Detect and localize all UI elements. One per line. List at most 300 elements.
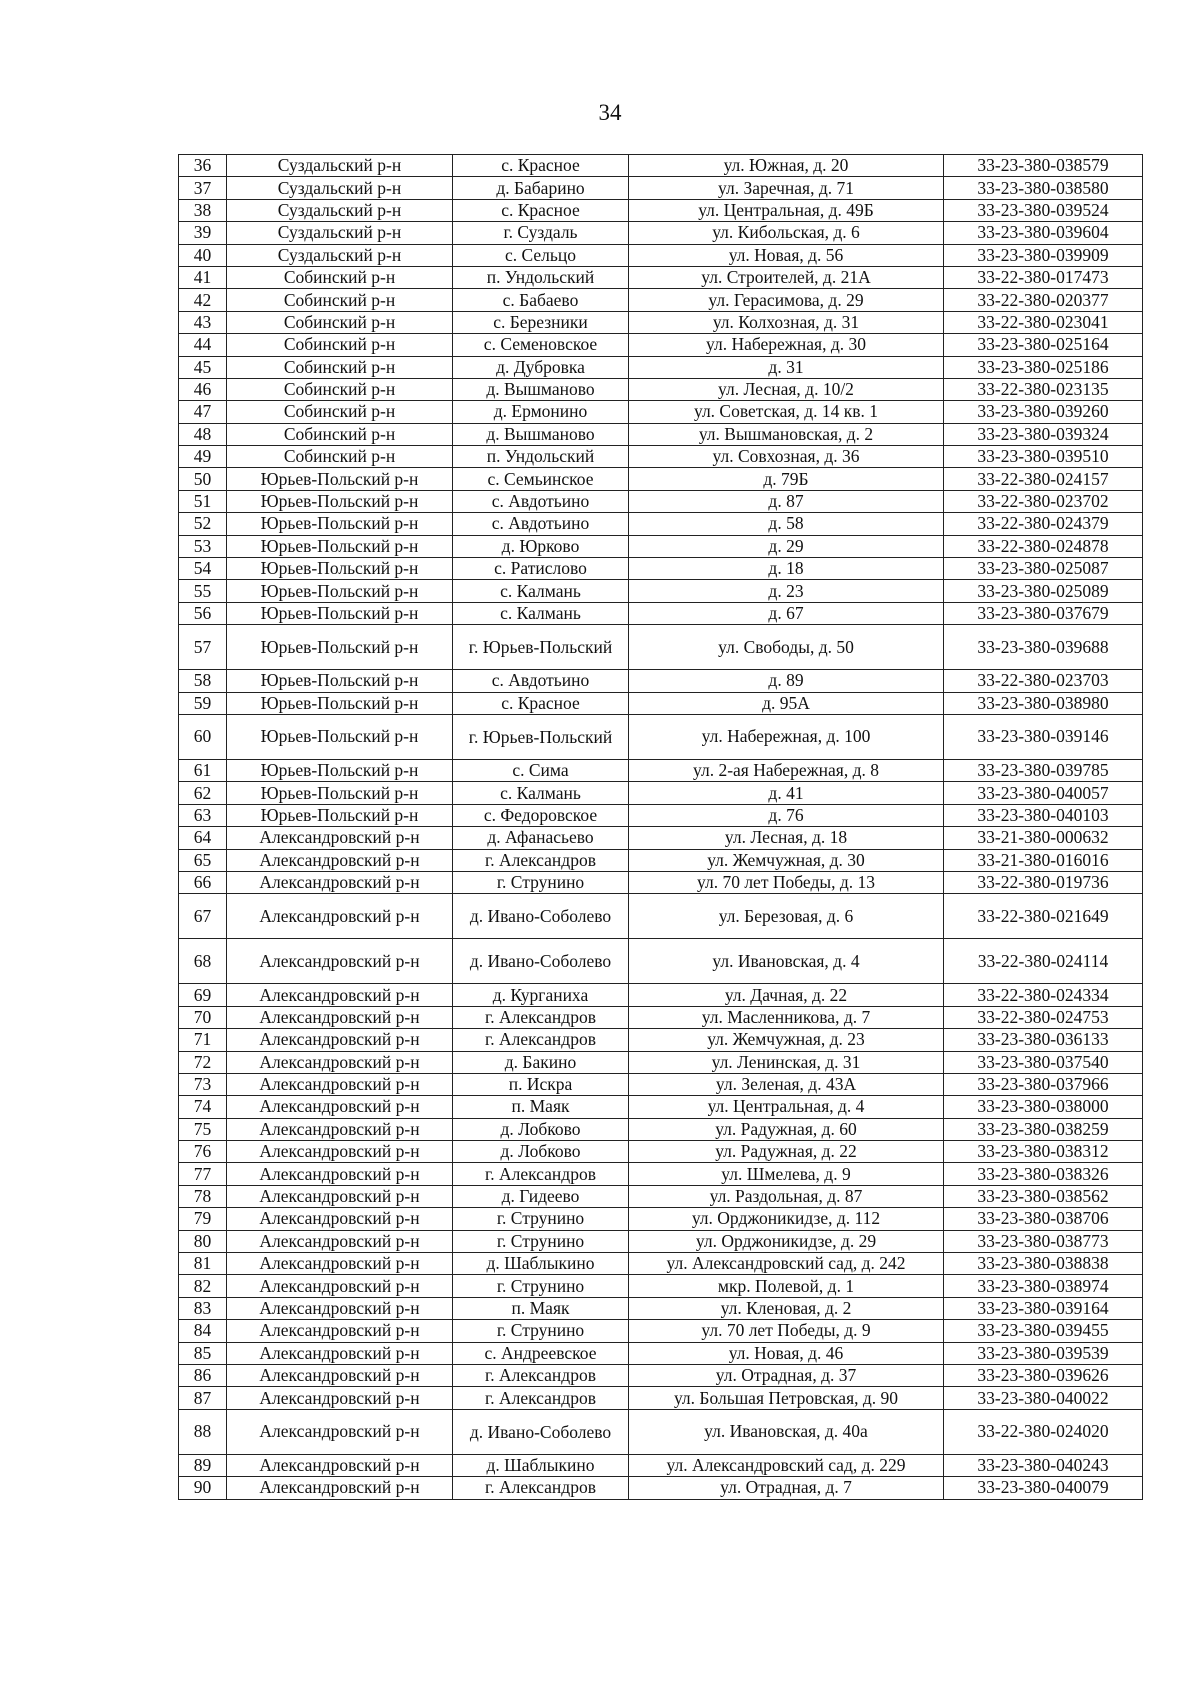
locality-cell: с. Авдотьино [453, 490, 629, 512]
locality-cell: г. Юрьев-Польский [453, 714, 629, 759]
locality-cell: д. Бабарино [453, 177, 629, 199]
table-row [179, 356, 1143, 378]
row-number-cell: 72 [179, 1051, 227, 1073]
row-number-cell: 52 [179, 513, 227, 535]
cadastral-code-cell: 33-23-380-040079 [944, 1477, 1143, 1499]
table-row [179, 580, 1143, 602]
cadastral-code-cell: 33-22-380-024020 [944, 1409, 1143, 1454]
row-number-cell: 66 [179, 871, 227, 893]
table-row [179, 468, 1143, 490]
district-cell: Юрьев-Польский р-н [227, 558, 453, 580]
row-number-cell: 50 [179, 468, 227, 490]
page-number: 34 [598, 100, 622, 125]
district-cell: Юрьев-Польский р-н [227, 535, 453, 557]
locality-cell: д. Ивано-Соболево [453, 1409, 629, 1454]
street-address-cell: д. 76 [629, 804, 944, 826]
locality-cell: д. Шаблыкино [453, 1454, 629, 1476]
cadastral-code-cell: 33-23-380-025164 [944, 334, 1143, 356]
street-address-cell: д. 89 [629, 670, 944, 692]
row-number-cell: 70 [179, 1006, 227, 1028]
street-address-cell: ул. Герасимова, д. 29 [629, 289, 944, 311]
table-row [179, 625, 1143, 670]
table-row [179, 1297, 1143, 1319]
table-row [179, 1342, 1143, 1364]
row-number-cell: 67 [179, 894, 227, 939]
locality-cell: г. Суздаль [453, 222, 629, 244]
district-cell: Юрьев-Польский р-н [227, 625, 453, 670]
street-address-cell: д. 67 [629, 602, 944, 624]
street-address-cell: ул. Набережная, д. 30 [629, 334, 944, 356]
street-address-cell: ул. Новая, д. 56 [629, 244, 944, 266]
district-cell: Александровский р-н [227, 871, 453, 893]
locality-cell: с. Ратислово [453, 558, 629, 580]
district-cell: Юрьев-Польский р-н [227, 692, 453, 714]
cadastral-code-cell: 33-23-380-039510 [944, 446, 1143, 468]
district-cell: Юрьев-Польский р-н [227, 759, 453, 781]
locality-cell: г. Александров [453, 849, 629, 871]
district-cell: Александровский р-н [227, 1073, 453, 1095]
locality-cell: г. Юрьев-Польский [453, 625, 629, 670]
row-number-cell: 60 [179, 714, 227, 759]
table-row [179, 1409, 1143, 1454]
district-cell: Александровский р-н [227, 1185, 453, 1207]
cadastral-code-cell: 33-23-380-038838 [944, 1253, 1143, 1275]
locality-cell: г. Струнино [453, 1320, 629, 1342]
street-address-cell: ул. Радужная, д. 22 [629, 1141, 944, 1163]
district-cell: Александровский р-н [227, 1297, 453, 1319]
cadastral-code-cell: 33-23-380-040022 [944, 1387, 1143, 1409]
district-cell: Юрьев-Польский р-н [227, 490, 453, 512]
street-address-cell: ул. Отрадная, д. 7 [629, 1477, 944, 1499]
district-cell: Собинский р-н [227, 289, 453, 311]
locality-cell: с. Березники [453, 311, 629, 333]
table-row [179, 266, 1143, 288]
locality-cell: г. Александров [453, 1029, 629, 1051]
district-cell: Собинский р-н [227, 311, 453, 333]
row-number-cell: 63 [179, 804, 227, 826]
street-address-cell: ул. Лесная, д. 18 [629, 827, 944, 849]
locality-cell: д. Юрково [453, 535, 629, 557]
street-address-cell: ул. Дачная, д. 22 [629, 984, 944, 1006]
street-address-cell: ул. Жемчужная, д. 23 [629, 1029, 944, 1051]
cadastral-code-cell: 33-22-380-024878 [944, 535, 1143, 557]
table-row [179, 1029, 1143, 1051]
row-number-cell: 53 [179, 535, 227, 557]
locality-cell: г. Струнино [453, 871, 629, 893]
table-row [179, 1477, 1143, 1499]
row-number-cell: 89 [179, 1454, 227, 1476]
row-number-cell: 40 [179, 244, 227, 266]
row-number-cell: 37 [179, 177, 227, 199]
cadastral-code-cell: 33-22-380-023135 [944, 378, 1143, 400]
table-row [179, 1141, 1143, 1163]
locality-cell: г. Александров [453, 1006, 629, 1028]
cadastral-code-cell: 33-23-380-038773 [944, 1230, 1143, 1252]
street-address-cell: ул. Масленникова, д. 7 [629, 1006, 944, 1028]
table-row [179, 871, 1143, 893]
district-cell: Александровский р-н [227, 939, 453, 984]
row-number-cell: 85 [179, 1342, 227, 1364]
row-number-cell: 54 [179, 558, 227, 580]
district-cell: Юрьев-Польский р-н [227, 468, 453, 490]
row-number-cell: 74 [179, 1096, 227, 1118]
district-cell: Александровский р-н [227, 1454, 453, 1476]
district-cell: Александровский р-н [227, 1320, 453, 1342]
row-number-cell: 45 [179, 356, 227, 378]
cadastral-code-cell: 33-23-380-040243 [944, 1454, 1143, 1476]
district-cell: Собинский р-н [227, 378, 453, 400]
cadastral-code-cell: 33-23-380-039604 [944, 222, 1143, 244]
cadastral-code-cell: 33-22-380-021649 [944, 894, 1143, 939]
street-address-cell: ул. Набережная, д. 100 [629, 714, 944, 759]
district-cell: Александровский р-н [227, 1230, 453, 1252]
table-row [179, 1185, 1143, 1207]
locality-cell: с. Бабаево [453, 289, 629, 311]
district-cell: Суздальский р-н [227, 222, 453, 244]
row-number-cell: 76 [179, 1141, 227, 1163]
row-number-cell: 42 [179, 289, 227, 311]
district-cell: Александровский р-н [227, 1387, 453, 1409]
locality-cell: д. Курганиха [453, 984, 629, 1006]
row-number-cell: 86 [179, 1364, 227, 1386]
cadastral-code-cell: 33-23-380-038580 [944, 177, 1143, 199]
locality-cell: г. Александров [453, 1163, 629, 1185]
street-address-cell: ул. Шмелева, д. 9 [629, 1163, 944, 1185]
table-row [179, 199, 1143, 221]
cadastral-code-cell: 33-22-380-023703 [944, 670, 1143, 692]
row-number-cell: 87 [179, 1387, 227, 1409]
district-cell: Юрьев-Польский р-н [227, 513, 453, 535]
row-number-cell: 68 [179, 939, 227, 984]
district-cell: Александровский р-н [227, 1118, 453, 1140]
row-number-cell: 39 [179, 222, 227, 244]
row-number-cell: 48 [179, 423, 227, 445]
district-cell: Александровский р-н [227, 1096, 453, 1118]
row-number-cell: 77 [179, 1163, 227, 1185]
table-row [179, 423, 1143, 445]
district-cell: Суздальский р-н [227, 155, 453, 177]
street-address-cell: ул. Ивановская, д. 4 [629, 939, 944, 984]
table-row [179, 311, 1143, 333]
street-address-cell: ул. Кибольская, д. 6 [629, 222, 944, 244]
street-address-cell: ул. Орджоникидзе, д. 112 [629, 1208, 944, 1230]
locality-cell: с. Авдотьино [453, 670, 629, 692]
table-row [179, 289, 1143, 311]
row-number-cell: 58 [179, 670, 227, 692]
street-address-cell: д. 23 [629, 580, 944, 602]
table-row [179, 827, 1143, 849]
row-number-cell: 56 [179, 602, 227, 624]
locality-cell: п. Ундольский [453, 446, 629, 468]
row-number-cell: 69 [179, 984, 227, 1006]
row-number-cell: 80 [179, 1230, 227, 1252]
locality-cell: д. Вышманово [453, 423, 629, 445]
table-row [179, 804, 1143, 826]
locality-cell: д. Ивано-Соболево [453, 939, 629, 984]
locality-cell: с. Красное [453, 199, 629, 221]
locality-cell: с. Красное [453, 692, 629, 714]
row-number-cell: 88 [179, 1409, 227, 1454]
cadastral-code-cell: 33-22-380-020377 [944, 289, 1143, 311]
table-row [179, 222, 1143, 244]
cadastral-code-cell: 33-22-380-023041 [944, 311, 1143, 333]
street-address-cell: ул. Отрадная, д. 37 [629, 1364, 944, 1386]
district-cell: Александровский р-н [227, 1163, 453, 1185]
locality-cell: д. Дубровка [453, 356, 629, 378]
row-number-cell: 57 [179, 625, 227, 670]
registry-table [178, 154, 1143, 1500]
district-cell: Александровский р-н [227, 1051, 453, 1073]
cadastral-code-cell: 33-23-380-038326 [944, 1163, 1143, 1185]
locality-cell: с. Федоровское [453, 804, 629, 826]
cadastral-code-cell: 33-23-380-036133 [944, 1029, 1143, 1051]
street-address-cell: ул. Совхозная, д. 36 [629, 446, 944, 468]
cadastral-code-cell: 33-23-380-039539 [944, 1342, 1143, 1364]
cadastral-code-cell: 33-22-380-024114 [944, 939, 1143, 984]
street-address-cell: д. 18 [629, 558, 944, 580]
locality-cell: с. Сима [453, 759, 629, 781]
cadastral-code-cell: 33-23-380-038706 [944, 1208, 1143, 1230]
district-cell: Собинский р-н [227, 356, 453, 378]
locality-cell: с. Семеновское [453, 334, 629, 356]
district-cell: Юрьев-Польский р-н [227, 714, 453, 759]
street-address-cell: ул. Южная, д. 20 [629, 155, 944, 177]
cadastral-code-cell: 33-21-380-016016 [944, 849, 1143, 871]
row-number-cell: 49 [179, 446, 227, 468]
district-cell: Александровский р-н [227, 1253, 453, 1275]
locality-cell: г. Струнино [453, 1230, 629, 1252]
table-row [179, 1208, 1143, 1230]
row-number-cell: 84 [179, 1320, 227, 1342]
table-row [179, 490, 1143, 512]
street-address-cell: ул. Раздольная, д. 87 [629, 1185, 944, 1207]
table-row [179, 670, 1143, 692]
cadastral-code-cell: 33-22-380-024379 [944, 513, 1143, 535]
locality-cell: п. Ундольский [453, 266, 629, 288]
cadastral-code-cell: 33-23-380-037966 [944, 1073, 1143, 1095]
table-row [179, 244, 1143, 266]
cadastral-code-cell: 33-23-380-039626 [944, 1364, 1143, 1386]
cadastral-code-cell: 33-23-380-039785 [944, 759, 1143, 781]
district-cell: Юрьев-Польский р-н [227, 580, 453, 602]
cadastral-code-cell: 33-23-380-037679 [944, 602, 1143, 624]
street-address-cell: ул. Новая, д. 46 [629, 1342, 944, 1364]
table-row [179, 1163, 1143, 1185]
cadastral-code-cell: 33-23-380-025186 [944, 356, 1143, 378]
row-number-cell: 73 [179, 1073, 227, 1095]
table-row [179, 1454, 1143, 1476]
cadastral-code-cell: 33-23-380-038974 [944, 1275, 1143, 1297]
street-address-cell: ул. Заречная, д. 71 [629, 177, 944, 199]
table-row [179, 401, 1143, 423]
street-address-cell: д. 29 [629, 535, 944, 557]
locality-cell: с. Калмань [453, 602, 629, 624]
table-row [179, 1230, 1143, 1252]
locality-cell: д. Лобково [453, 1118, 629, 1140]
locality-cell: с. Семьинское [453, 468, 629, 490]
cadastral-code-cell: 33-22-380-024157 [944, 468, 1143, 490]
table-row [179, 513, 1143, 535]
street-address-cell: ул. 70 лет Победы, д. 9 [629, 1320, 944, 1342]
table-row [179, 1096, 1143, 1118]
street-address-cell: ул. Орджоникидзе, д. 29 [629, 1230, 944, 1252]
row-number-cell: 64 [179, 827, 227, 849]
registry-table-body [179, 155, 1143, 1500]
table-row [179, 1275, 1143, 1297]
district-cell: Александровский р-н [227, 1275, 453, 1297]
locality-cell: д. Бакино [453, 1051, 629, 1073]
table-row [179, 334, 1143, 356]
district-cell: Суздальский р-н [227, 199, 453, 221]
district-cell: Александровский р-н [227, 1409, 453, 1454]
district-cell: Александровский р-н [227, 1208, 453, 1230]
table-row [179, 602, 1143, 624]
cadastral-code-cell: 33-23-380-040057 [944, 782, 1143, 804]
cadastral-code-cell: 33-23-380-038579 [944, 155, 1143, 177]
table-row [179, 1387, 1143, 1409]
street-address-cell: ул. Строителей, д. 21А [629, 266, 944, 288]
table-row [179, 558, 1143, 580]
street-address-cell: ул. Березовая, д. 6 [629, 894, 944, 939]
locality-cell: д. Гидеево [453, 1185, 629, 1207]
locality-cell: п. Маяк [453, 1297, 629, 1319]
row-number-cell: 79 [179, 1208, 227, 1230]
district-cell: Юрьев-Польский р-н [227, 782, 453, 804]
locality-cell: г. Александров [453, 1387, 629, 1409]
table-row [179, 984, 1143, 1006]
street-address-cell: ул. Жемчужная, д. 30 [629, 849, 944, 871]
district-cell: Собинский р-н [227, 266, 453, 288]
street-address-cell: д. 41 [629, 782, 944, 804]
cadastral-code-cell: 33-23-380-038980 [944, 692, 1143, 714]
row-number-cell: 90 [179, 1477, 227, 1499]
cadastral-code-cell: 33-22-380-024753 [944, 1006, 1143, 1028]
row-number-cell: 44 [179, 334, 227, 356]
cadastral-code-cell: 33-21-380-000632 [944, 827, 1143, 849]
street-address-cell: ул. Вышмановская, д. 2 [629, 423, 944, 445]
district-cell: Собинский р-н [227, 446, 453, 468]
table-row [179, 535, 1143, 557]
table-row [179, 446, 1143, 468]
cadastral-code-cell: 33-23-380-038312 [944, 1141, 1143, 1163]
table-row [179, 1320, 1143, 1342]
row-number-cell: 61 [179, 759, 227, 781]
cadastral-code-cell: 33-23-380-040103 [944, 804, 1143, 826]
cadastral-code-cell: 33-23-380-039146 [944, 714, 1143, 759]
cadastral-code-cell: 33-23-380-039688 [944, 625, 1143, 670]
locality-cell: д. Ермонино [453, 401, 629, 423]
table-row [179, 894, 1143, 939]
table-row [179, 378, 1143, 400]
row-number-cell: 36 [179, 155, 227, 177]
locality-cell: г. Струнино [453, 1275, 629, 1297]
row-number-cell: 46 [179, 378, 227, 400]
cadastral-code-cell: 33-23-380-039164 [944, 1297, 1143, 1319]
street-address-cell: ул. Ленинская, д. 31 [629, 1051, 944, 1073]
locality-cell: г. Александров [453, 1364, 629, 1386]
street-address-cell: ул. Радужная, д. 60 [629, 1118, 944, 1140]
cadastral-code-cell: 33-23-380-039455 [944, 1320, 1143, 1342]
locality-cell: с. Красное [453, 155, 629, 177]
cadastral-code-cell: 33-23-380-037540 [944, 1051, 1143, 1073]
table-row [179, 939, 1143, 984]
locality-cell: г. Струнино [453, 1208, 629, 1230]
district-cell: Юрьев-Польский р-н [227, 670, 453, 692]
street-address-cell: д. 87 [629, 490, 944, 512]
table-row [179, 714, 1143, 759]
street-address-cell: ул. Советская, д. 14 кв. 1 [629, 401, 944, 423]
locality-cell: д. Ивано-Соболево [453, 894, 629, 939]
locality-cell: п. Искра [453, 1073, 629, 1095]
street-address-cell: ул. Зеленая, д. 43А [629, 1073, 944, 1095]
row-number-cell: 83 [179, 1297, 227, 1319]
district-cell: Александровский р-н [227, 1006, 453, 1028]
cadastral-code-cell: 33-23-380-025089 [944, 580, 1143, 602]
street-address-cell: д. 79Б [629, 468, 944, 490]
street-address-cell: ул. Колхозная, д. 31 [629, 311, 944, 333]
street-address-cell: д. 31 [629, 356, 944, 378]
district-cell: Александровский р-н [227, 984, 453, 1006]
row-number-cell: 78 [179, 1185, 227, 1207]
locality-cell: с. Калмань [453, 782, 629, 804]
row-number-cell: 75 [179, 1118, 227, 1140]
street-address-cell: д. 95А [629, 692, 944, 714]
district-cell: Собинский р-н [227, 423, 453, 445]
district-cell: Александровский р-н [227, 1029, 453, 1051]
table-row [179, 1253, 1143, 1275]
row-number-cell: 65 [179, 849, 227, 871]
street-address-cell: ул. Кленовая, д. 2 [629, 1297, 944, 1319]
locality-cell: г. Александров [453, 1477, 629, 1499]
district-cell: Александровский р-н [227, 827, 453, 849]
cadastral-code-cell: 33-23-380-039909 [944, 244, 1143, 266]
street-address-cell: ул. 2-ая Набережная, д. 8 [629, 759, 944, 781]
row-number-cell: 71 [179, 1029, 227, 1051]
locality-cell: п. Маяк [453, 1096, 629, 1118]
street-address-cell: ул. Большая Петровская, д. 90 [629, 1387, 944, 1409]
cadastral-code-cell: 33-22-380-024334 [944, 984, 1143, 1006]
cadastral-code-cell: 33-22-380-017473 [944, 266, 1143, 288]
district-cell: Собинский р-н [227, 401, 453, 423]
district-cell: Александровский р-н [227, 1364, 453, 1386]
locality-cell: с. Калмань [453, 580, 629, 602]
cadastral-code-cell: 33-23-380-038562 [944, 1185, 1143, 1207]
row-number-cell: 82 [179, 1275, 227, 1297]
row-number-cell: 59 [179, 692, 227, 714]
table-row [179, 782, 1143, 804]
cadastral-code-cell: 33-23-380-025087 [944, 558, 1143, 580]
district-cell: Суздальский р-н [227, 177, 453, 199]
district-cell: Юрьев-Польский р-н [227, 602, 453, 624]
street-address-cell: мкр. Полевой, д. 1 [629, 1275, 944, 1297]
district-cell: Александровский р-н [227, 849, 453, 871]
street-address-cell: ул. Александровский сад, д. 229 [629, 1454, 944, 1476]
street-address-cell: ул. Центральная, д. 4 [629, 1096, 944, 1118]
street-address-cell: д. 58 [629, 513, 944, 535]
locality-cell: с. Андреевское [453, 1342, 629, 1364]
table-row [179, 759, 1143, 781]
cadastral-code-cell: 33-23-380-038259 [944, 1118, 1143, 1140]
table-row [179, 1118, 1143, 1140]
street-address-cell: ул. Свободы, д. 50 [629, 625, 944, 670]
table-row [179, 849, 1143, 871]
locality-cell: д. Лобково [453, 1141, 629, 1163]
table-row [179, 155, 1143, 177]
cadastral-code-cell: 33-23-380-039260 [944, 401, 1143, 423]
row-number-cell: 51 [179, 490, 227, 512]
cadastral-code-cell: 33-23-380-038000 [944, 1096, 1143, 1118]
locality-cell: д. Вышманово [453, 378, 629, 400]
